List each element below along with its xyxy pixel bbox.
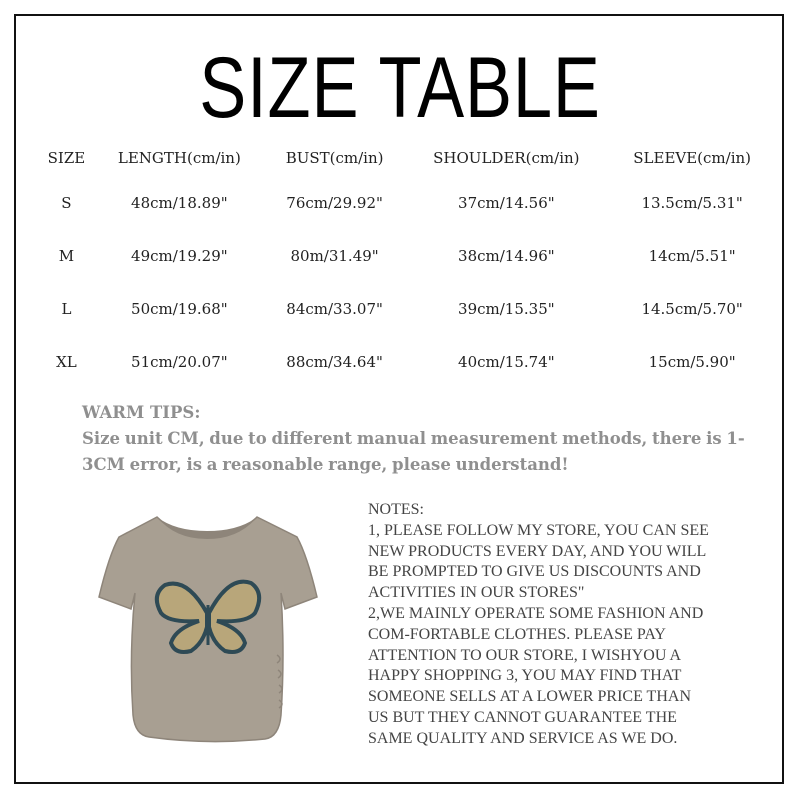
header-size: SIZE bbox=[47, 149, 86, 167]
notes-line: COM-FORTABLE CLOTHES. PLEASE PAY bbox=[368, 625, 666, 643]
cell-bust: 84cm/33.07" bbox=[286, 299, 383, 318]
table-row bbox=[40, 335, 775, 388]
cell-size: S bbox=[61, 193, 72, 212]
header-bust: BUST(cm/in) bbox=[285, 149, 384, 167]
cell-bust: 80m/31.49" bbox=[290, 246, 379, 265]
cell-size: L bbox=[61, 299, 72, 318]
cell-size: XL bbox=[56, 352, 77, 371]
notes-line: SAME QUALITY AND SERVICE AS WE DO. bbox=[368, 729, 678, 747]
notes-line: 1, PLEASE FOLLOW MY STORE, YOU CAN SEE bbox=[368, 521, 709, 539]
table-header-row bbox=[40, 140, 775, 176]
notes-line: 2,WE MAINLY OPERATE SOME FASHION AND bbox=[368, 604, 704, 622]
cell-shoulder: 40cm/15.74" bbox=[458, 352, 555, 371]
notes-line: US BUT THEY CANNOT GUARANTEE THE bbox=[368, 708, 677, 726]
warm-tips-body: Size unit CM, due to different manual measurement methods, there is 1-3CM error, is a reasonable range, please understand! bbox=[82, 429, 745, 474]
cell-shoulder: 37cm/14.56" bbox=[458, 193, 555, 212]
notes-line: NEW PRODUCTS EVERY DAY, AND YOU WILL bbox=[368, 542, 707, 560]
table-row bbox=[40, 176, 775, 229]
cell-length: 51cm/20.07" bbox=[131, 352, 228, 371]
cell-shoulder: 38cm/14.96" bbox=[458, 246, 555, 265]
table-row bbox=[40, 282, 775, 335]
store-notes bbox=[368, 500, 748, 750]
notes-line: ATTENTION TO OUR STORE, I WISHYOU A bbox=[368, 646, 682, 664]
cell-shoulder: 39cm/15.35" bbox=[458, 299, 555, 318]
page-title: SIZE TABLE bbox=[199, 40, 601, 136]
notes-line: ACTIVITIES IN OUR STORES" bbox=[368, 584, 585, 602]
cell-sleeve: 14.5cm/5.70" bbox=[641, 299, 743, 318]
warm-tips-heading: WARM TIPS: bbox=[82, 403, 201, 422]
size-table bbox=[40, 140, 775, 388]
header-length: LENGTH(cm/in) bbox=[117, 149, 241, 167]
cell-length: 50cm/19.68" bbox=[131, 299, 228, 318]
header-shoulder: SHOULDER(cm/in) bbox=[433, 149, 580, 167]
warm-tips bbox=[82, 400, 752, 478]
cell-sleeve: 14cm/5.51" bbox=[648, 246, 736, 265]
cell-sleeve: 13.5cm/5.31" bbox=[641, 193, 743, 212]
notes-line: BE PROMPTED TO GIVE US DISCOUNTS AND bbox=[368, 563, 701, 581]
cell-length: 49cm/19.29" bbox=[131, 246, 228, 265]
cell-size: M bbox=[58, 246, 75, 265]
header-sleeve: SLEEVE(cm/in) bbox=[633, 149, 752, 167]
cell-bust: 76cm/29.92" bbox=[286, 193, 383, 212]
notes-line: NOTES: bbox=[368, 501, 424, 518]
notes-line: SOMEONE SELLS AT A LOWER PRICE THAN bbox=[368, 688, 691, 706]
butterfly-tshirt-image bbox=[95, 505, 320, 745]
cell-length: 48cm/18.89" bbox=[131, 193, 228, 212]
cell-bust: 88cm/34.64" bbox=[286, 352, 383, 371]
notes-line: HAPPY SHOPPING 3, YOU MAY FIND THAT bbox=[368, 667, 682, 685]
table-row bbox=[40, 229, 775, 282]
cell-sleeve: 15cm/5.90" bbox=[648, 352, 736, 371]
